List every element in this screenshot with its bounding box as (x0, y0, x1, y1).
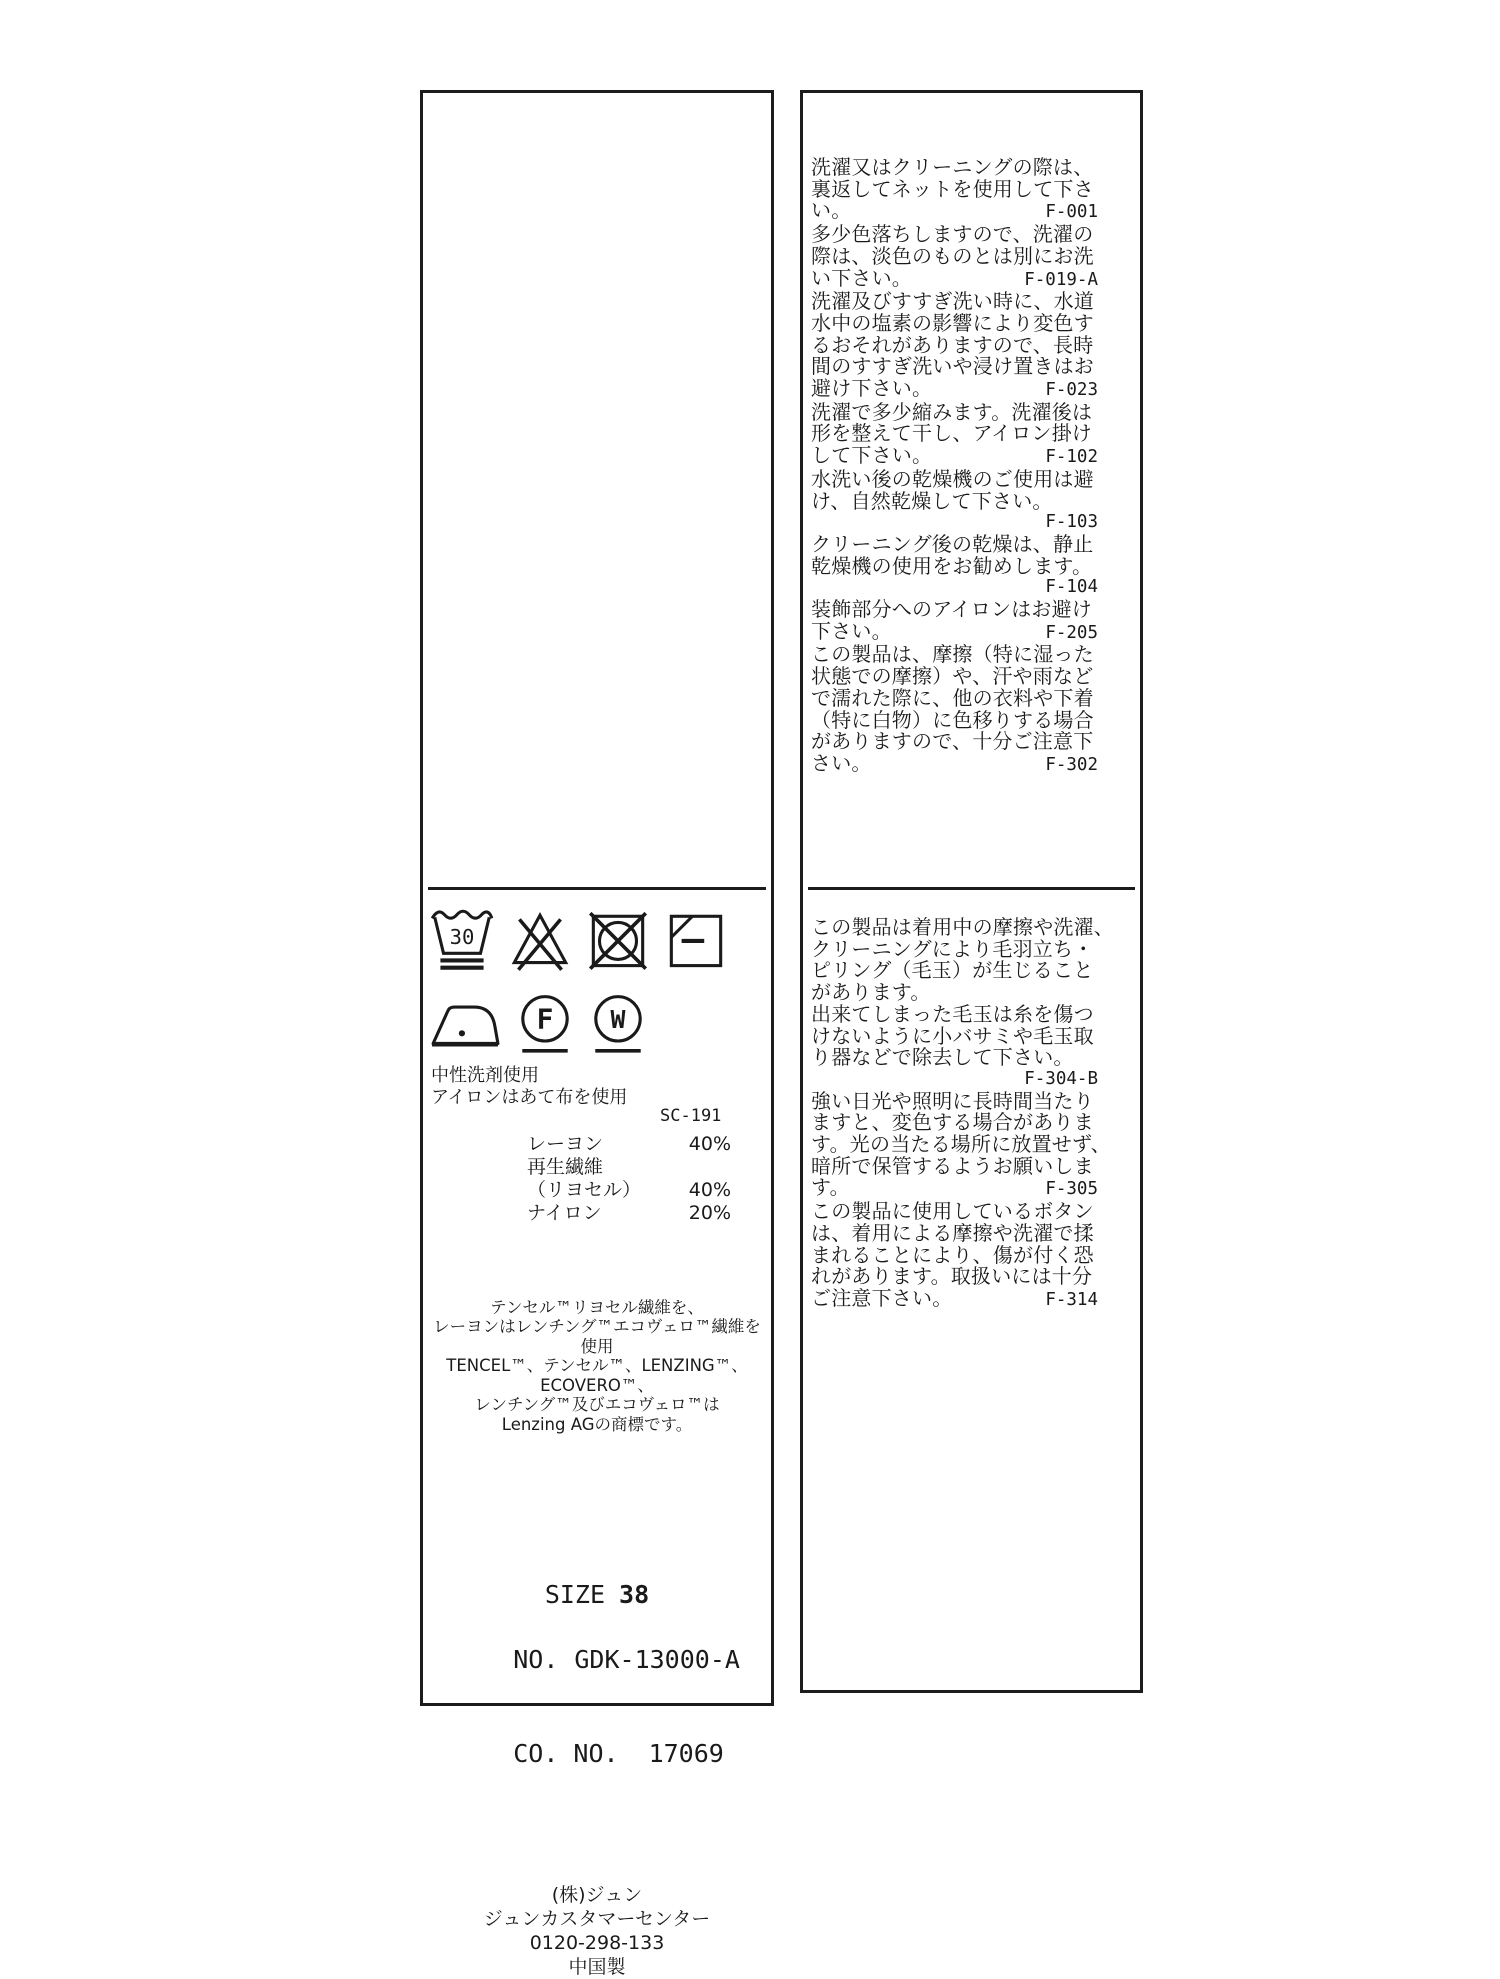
care-instruction-line (811, 960, 1098, 982)
company-number-label: CO. NO. (513, 1739, 619, 1768)
left-panel-divider (428, 887, 766, 890)
care-instruction-line (811, 731, 1098, 753)
instruction-text: ご注意下さい。 (811, 1285, 953, 1310)
care-instruction-line (811, 1088, 1098, 1113)
fiber-name: ナイロン (527, 1202, 602, 1224)
care-instruction-line (811, 750, 1098, 777)
company-line: 中国製 (568, 1956, 626, 1978)
instruction-text: がありますので、十分ご注意下 (811, 729, 1094, 754)
care-instruction-line (811, 1220, 1098, 1245)
size-label: SIZE (544, 1580, 606, 1609)
company-contact-block (423, 1811, 771, 1979)
care-instruction-line (811, 399, 1098, 424)
care-instruction-line (811, 618, 1098, 645)
instruction-text: 間のすすぎ洗いや浸け置きはお (811, 354, 1094, 379)
care-instruction-line (811, 982, 1098, 1004)
size-value: 38 (619, 1580, 650, 1609)
instruction-text: 水洗い後の乾燥機のご使用は避 (811, 466, 1094, 491)
company-number-value: 17069 (648, 1739, 724, 1768)
care-instruction-line (811, 265, 1098, 292)
instruction-code: F-104 (1045, 577, 1098, 598)
care-instruction-line (811, 577, 1098, 599)
care-instruction-line (811, 685, 1098, 710)
fiber-name: （リヨセル） (527, 1179, 642, 1201)
instruction-code: F-302 (1045, 754, 1098, 775)
instruction-text: 暗所で保管するようお願いしま (811, 1153, 1094, 1178)
trademark-line: テンセル™リヨセル繊維を、 (490, 1297, 704, 1317)
svg-text:30: 30 (449, 925, 475, 950)
instruction-text: ますと、変色する場合がありま (811, 1110, 1094, 1135)
instruction-text: す。光の当たる場所に放置せず、 (811, 1132, 1111, 1157)
instruction-text: ピリング（毛玉）が生じること (811, 958, 1094, 983)
instruction-text: い。 (811, 198, 852, 223)
instruction-code: F-001 (1045, 202, 1098, 223)
care-instruction-line (811, 707, 1098, 732)
care-instruction-line (811, 356, 1098, 378)
composition-row (527, 1133, 731, 1156)
instruction-text: さい。 (811, 750, 872, 775)
instruction-text: があります。 (811, 980, 931, 1005)
instruction-code: F-205 (1045, 622, 1098, 643)
composition-panel (420, 90, 774, 1978)
care-instruction-line (811, 378, 1098, 402)
instruction-text: 出来てしまった毛玉は糸を傷つ (811, 1001, 1094, 1026)
fiber-name: レーヨン (527, 1133, 604, 1155)
instruction-text: 水中の塩素の影響により変色す (811, 310, 1094, 335)
company-line: 0120-298-133 (529, 1932, 665, 1954)
detergent-notes (423, 1065, 771, 1109)
blank-area (423, 93, 771, 887)
care-symbols-row-1 (423, 906, 771, 980)
instruction-text: い下さい。 (811, 265, 912, 290)
instruction-text: 洗濯で多少縮みます。洗濯後は (811, 399, 1093, 424)
care-instruction-line (811, 1112, 1098, 1134)
professional-wet-clean-W-mild-icon (590, 993, 646, 1057)
composition-row (527, 1202, 731, 1225)
trademark-line: レンチング™及びエコヴェロ™は (474, 1395, 720, 1414)
care-instruction-line (811, 1177, 1098, 1201)
trademark-line: レーヨンはレンチング™エコヴェロ™繊維を (433, 1317, 761, 1336)
trademark-line: Lenzing AGの商標です。 (501, 1414, 693, 1434)
instruction-text: 下さい。 (811, 618, 892, 643)
care-instruction-line (811, 243, 1098, 268)
care-symbols-row-2 (423, 993, 771, 1057)
care-instruction-line (811, 512, 1098, 534)
care-instruction-line (811, 915, 1114, 939)
instruction-text: クリーニングにより毛羽立ち・ (811, 936, 1094, 961)
company-line: (株)ジュン (551, 1884, 643, 1906)
composition-row (527, 1179, 731, 1202)
trademark-line: TENCEL™、テンセル™、LENZING™、 (446, 1356, 748, 1375)
note-line: 中性洗剤使用 (431, 1065, 539, 1086)
care-instruction-line (811, 332, 1098, 357)
instruction-text: るおそれがありますので、長時 (811, 332, 1094, 357)
fiber-percentage: 20% (688, 1202, 731, 1224)
care-instruction-line (811, 1242, 1098, 1267)
item-number-label: NO. (513, 1645, 559, 1674)
instruction-text: り器などで除去して下さい。 (811, 1045, 1074, 1070)
instruction-text: 洗濯及びすすぎ洗い時に、水道 (811, 289, 1094, 314)
care-instruction-line (811, 1285, 1098, 1312)
instruction-text: 裏返してネットを使用して下さ (811, 176, 1094, 201)
item-number-value: GDK-13000-A (574, 1645, 740, 1674)
instruction-text: 強い日光や照明に長時間当たり (811, 1088, 1094, 1113)
instruction-code: F-304-B (1024, 1068, 1098, 1089)
care-instruction-line (811, 466, 1098, 491)
care-instructions-section-1 (803, 93, 1140, 887)
instruction-text: この製品は、摩擦（特に湿った (811, 642, 1094, 667)
care-instruction-line (811, 291, 1098, 313)
care-instruction-line (811, 1069, 1098, 1091)
svg-text:F: F (536, 1002, 554, 1036)
care-instruction-line (811, 666, 1098, 688)
instruction-text: け、自然乾燥して下さい。 (811, 488, 1053, 513)
care-instruction-line (811, 310, 1098, 335)
instruction-text: この製品に使用しているボタン (811, 1199, 1094, 1224)
care-instruction-line (811, 1023, 1098, 1048)
care-instruction-line (811, 531, 1098, 556)
care-instruction-line (811, 1201, 1098, 1223)
instruction-code: F-305 (1045, 1179, 1098, 1200)
company-number-line (423, 1710, 771, 1797)
care-instructions-section-2 (803, 890, 1140, 1312)
instruction-text: この製品は着用中の摩擦や洗濯、 (811, 915, 1114, 939)
fiber-percentage: 40% (688, 1133, 731, 1155)
iron-low-one-dot-icon (430, 993, 500, 1051)
size-line (423, 1580, 771, 1609)
care-instruction-line (811, 200, 1098, 224)
instruction-text: は、着用による摩擦や洗濯で揉 (811, 1220, 1094, 1245)
company-line: ジュンカスタマーセンター (483, 1908, 711, 1930)
care-instruction-line (811, 1047, 1098, 1069)
svg-text:W: W (610, 1005, 626, 1035)
instruction-text: 乾燥機の使用をお勧めします。 (811, 553, 1093, 578)
instruction-text: 装飾部分へのアイロンはお避け (811, 597, 1092, 622)
dry-flat-in-shade-icon (664, 906, 728, 980)
instruction-text: 洗濯又はクリーニングの際は、 (811, 155, 1094, 179)
instruction-code: F-314 (1045, 1289, 1098, 1310)
item-number-line (423, 1616, 771, 1703)
fiber-name: 再生繊維 (527, 1156, 604, 1178)
care-instruction-line (811, 599, 1098, 621)
care-instruction-line (811, 1266, 1098, 1288)
fiber-composition-table (527, 1133, 731, 1225)
care-instruction-line (811, 1001, 1098, 1026)
care-instruction-line (811, 553, 1098, 578)
instruction-text: す。 (811, 1175, 850, 1200)
instruction-text: 避け下さい。 (811, 376, 933, 401)
instruction-text: して下さい。 (811, 443, 933, 468)
instruction-code: F-023 (1045, 380, 1098, 401)
care-instruction-line (811, 423, 1098, 445)
instruction-code: F-103 (1045, 512, 1098, 533)
instruction-text: 状態での摩擦）や、汗や雨など (811, 664, 1094, 689)
instruction-code: F-102 (1045, 447, 1098, 468)
care-instruction-line (811, 488, 1098, 513)
wash-30-very-mild-icon (430, 906, 494, 980)
instruction-text: けないように小バサミや毛玉取 (811, 1023, 1094, 1048)
instruction-text: クリーニング後の乾燥は、静止 (811, 531, 1094, 556)
trademark-line: ECOVERO™、 (540, 1375, 654, 1395)
care-instruction-line (811, 157, 1098, 179)
care-instruction-line (811, 445, 1098, 469)
sc-code: SC-191 (660, 1106, 722, 1126)
care-instruction-line (811, 1132, 1111, 1157)
do-not-tumble-dry-icon (586, 906, 650, 980)
do-not-bleach-icon (508, 906, 572, 980)
care-instruction-line (811, 224, 1098, 246)
care-instruction-line (811, 936, 1098, 961)
note-line: アイロンはあて布を使用 (431, 1087, 628, 1108)
composition-row (527, 1156, 731, 1179)
fiber-percentage: 40% (688, 1179, 731, 1201)
professional-dry-clean-F-mild-icon (517, 993, 573, 1057)
instruction-text: れがあります。取扱いには十分 (811, 1264, 1093, 1289)
care-instruction-line (811, 176, 1098, 201)
instruction-code: F-019-A (1024, 269, 1098, 290)
care-instruction-line (811, 644, 1098, 666)
care-instructions-panel (800, 90, 1143, 1693)
instruction-text: 際は、淡色のものとは別にお洗 (811, 243, 1094, 268)
trademark-line: 使用 (580, 1336, 614, 1356)
care-instruction-line (811, 1153, 1098, 1178)
instruction-text: （特に白物）に色移りする場合 (811, 707, 1094, 732)
instruction-text: まれることにより、傷が付く恐 (811, 1242, 1094, 1267)
trademark-statement (423, 1239, 771, 1434)
instruction-text: で濡れた際に、他の衣料や下着 (811, 685, 1094, 710)
instruction-text: 多少色落ちしますので、洗濯の (811, 222, 1094, 247)
instruction-text: 形を整えて干し、アイロン掛け (811, 421, 1092, 446)
